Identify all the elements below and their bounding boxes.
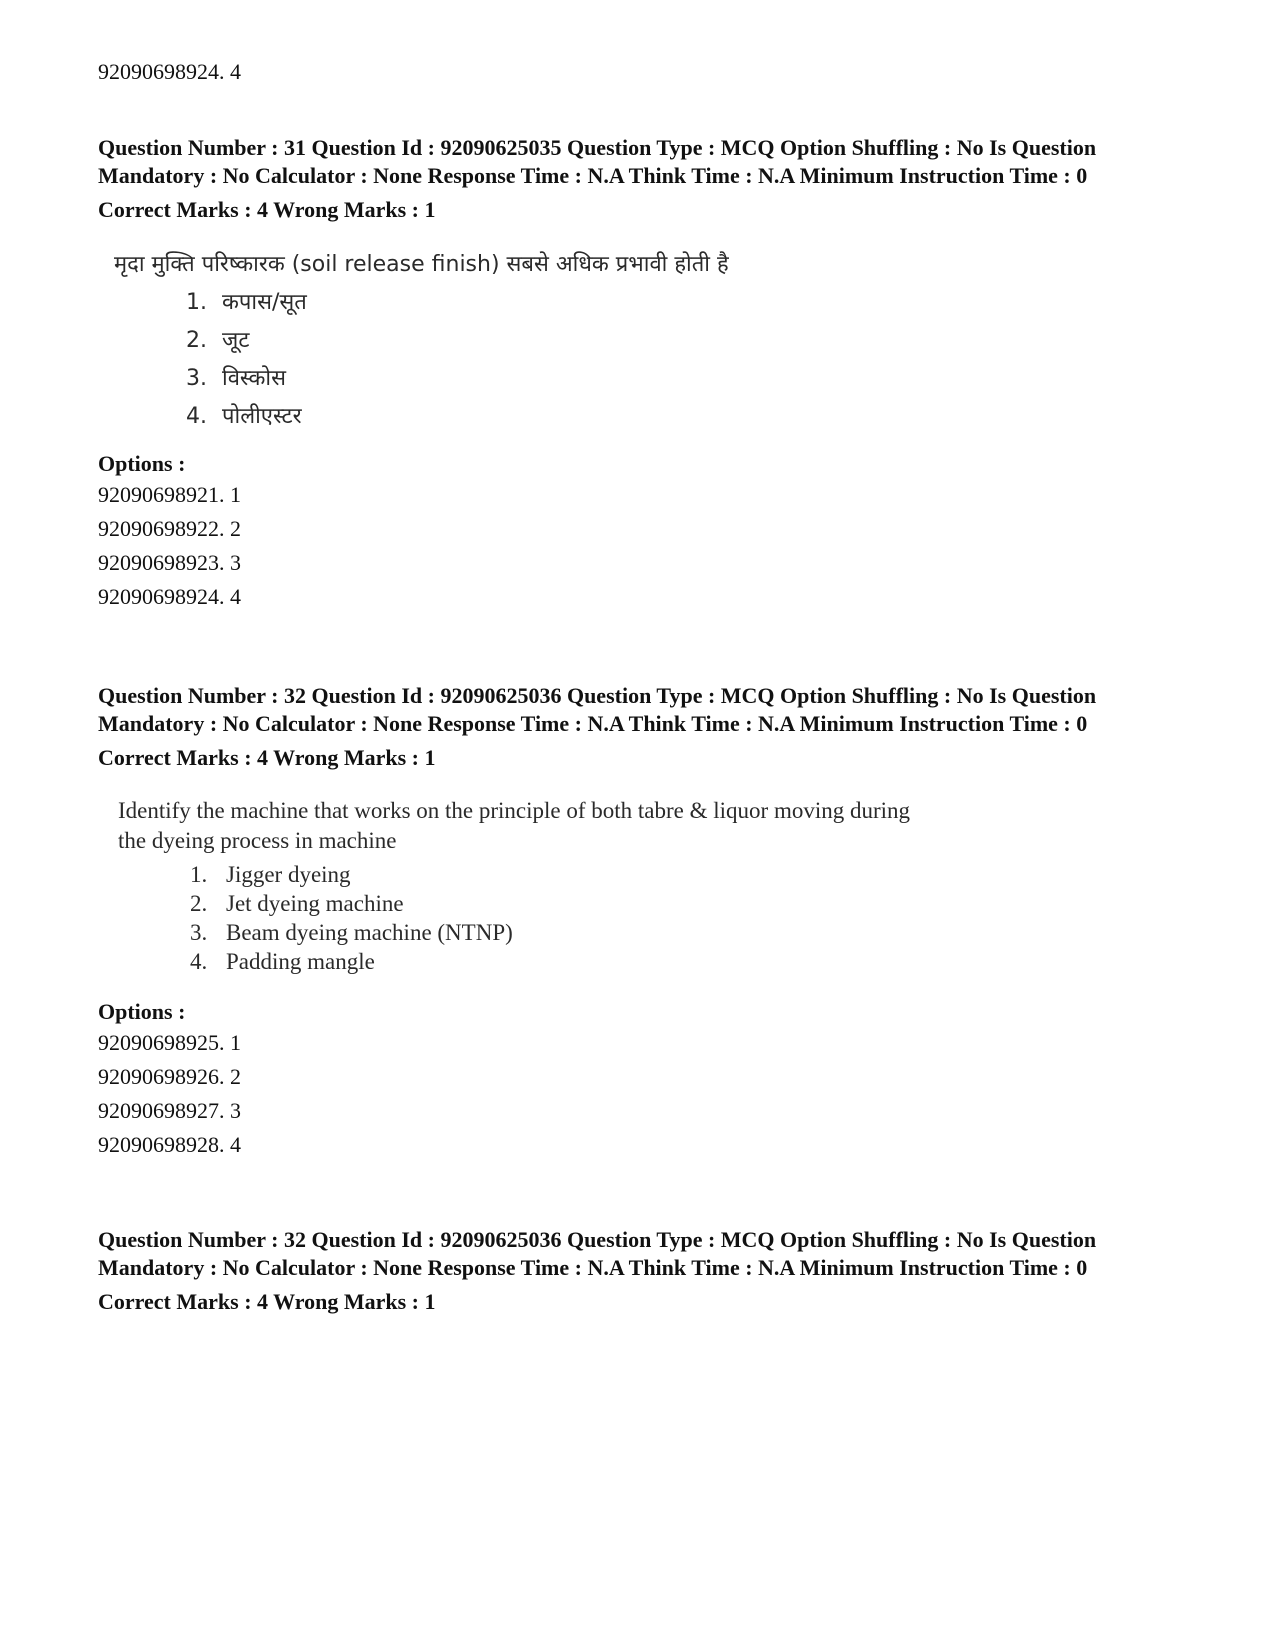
question-marks: Correct Marks : 4 Wrong Marks : 1 [98,1289,436,1314]
option-line: 92090698928. 4 [98,1132,241,1157]
question-32-repeat [98,1226,1188,1316]
choice-item: 1. कपास/सूत [186,290,307,315]
option-line: 92090698927. 3 [98,1098,241,1123]
choice-item: 3. विस्कोस [186,366,286,391]
option-line: 92090698924. 4 [98,584,241,609]
option-line: 92090698922. 2 [98,516,241,541]
choice-item: 2. जूट [186,328,250,353]
choice-list [150,284,1188,436]
choice-item: 1. Jigger dyeing [190,862,351,887]
question-image [118,796,938,976]
option-line: 92090698924. 4 [98,59,241,84]
question-31 [98,134,1188,614]
options-label: Options : [98,451,186,476]
choice-list [154,860,938,976]
option-line: 92090698923. 3 [98,550,241,575]
question-meta: Question Number : 32 Question Id : 92090625036 Question Type : MCQ Option Shuffling : No Is Question Mandatory : No Calculator : None Response Time : N.A Think Time : N.A Minimum Instruction Time : 0 [98,1227,1097,1280]
question-image [114,250,1188,436]
choice-item: 2. Jet dyeing machine [190,891,404,916]
question-32 [98,682,1188,1162]
option-line: 92090698925. 1 [98,1030,241,1055]
question-marks: Correct Marks : 4 Wrong Marks : 1 [98,197,436,222]
question-meta: Question Number : 31 Question Id : 92090625035 Question Type : MCQ Option Shuffling : No Is Question Mandatory : No Calculator : None Response Time : N.A Think Time : N.A Minimum Instruction Time : 0 [98,135,1097,188]
question-meta: Question Number : 32 Question Id : 92090625036 Question Type : MCQ Option Shuffling : No Is Question Mandatory : No Calculator : None Response Time : N.A Think Time : N.A Minimum Instruction Time : 0 [98,683,1097,736]
question-stem: मृदा मुक्ति परिष्कारक (soil release finish) सबसे अधिक प्रभावी होती है [114,252,729,277]
question-stem: Identify the machine that works on the principle of both tabre & liquor moving during the dyeing process in machine [118,798,911,853]
options-list [98,478,1188,614]
choice-item: 3. Beam dyeing machine (NTNP) [190,920,513,945]
choice-item: 4. Padding mangle [190,949,375,974]
option-line: 92090698926. 2 [98,1064,241,1089]
options-list [98,1026,1188,1162]
option-line: 92090698921. 1 [98,482,241,507]
question-marks: Correct Marks : 4 Wrong Marks : 1 [98,745,436,770]
choice-item: 4. पोलीएस्टर [186,404,302,429]
options-label: Options : [98,999,186,1024]
